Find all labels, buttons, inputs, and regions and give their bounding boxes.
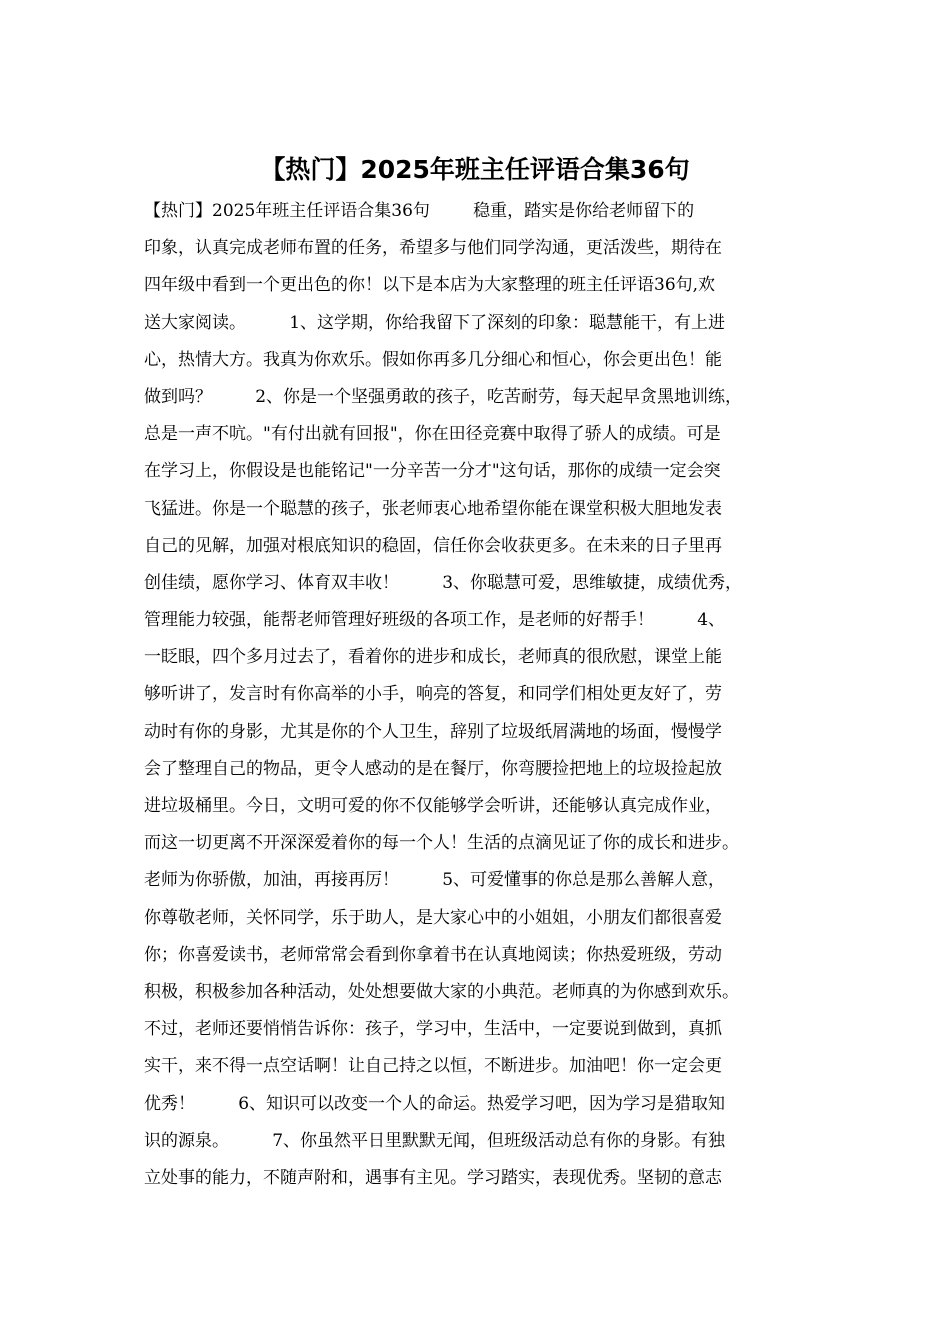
body-line: 实干，来不得一点空话啊！让自己持之以恒，不断进步。加油吧！你一定会更	[144, 1056, 722, 1077]
body-line: 一眨眼，四个多月过去了，看着你的进步和成长，老师真的很欣慰，课堂上能	[144, 647, 722, 668]
body-line: 不过，老师还要悄悄告诉你：孩子，学习中，生活中，一定要说到做到，真抓	[144, 1019, 722, 1040]
body-line: 会了整理自己的物品，更令人感动的是在餐厅，你弯腰捡把地上的垃圾捡起放	[144, 758, 722, 779]
document-body	[144, 193, 824, 1197]
body-line: 【热门】2025年班主任评语合集36句 稳重，踏实是你给老师留下的	[144, 201, 695, 221]
body-line: 心，热情大方。我真为你欢乐。假如你再多几分细心和恒心，你会更出色！能	[144, 349, 722, 370]
document-title: 【热门】2025年班主任评语合集36句	[260, 155, 690, 184]
body-line: 飞猛进。你是一个聪慧的孩子，张老师衷心地希望你能在课堂积极大胆地发表	[144, 498, 722, 519]
body-line: 你；你喜爱读书，老师常常会看到你拿着书在认真地阅读；你热爱班级，劳动	[144, 944, 722, 965]
body-line: 做到吗？ 2、你是一个坚强勇敢的孩子，吃苦耐劳，每天起早贪黑地训练，	[144, 386, 743, 407]
body-line: 总是一声不吭。"有付出就有回报"，你在田径竞赛中取得了骄人的成绩。可是	[144, 424, 721, 445]
body-line: 管理能力较强，能帮老师管理好班级的各项工作，是老师的好帮手！ 4、	[144, 610, 726, 631]
body-line: 你尊敬老师，关怀同学，乐于助人，是大家心中的小姐姐，小朋友们都很喜爱	[144, 907, 722, 928]
body-line: 创佳绩，愿你学习、体育双丰收！ 3、你聪慧可爱，思维敏捷，成绩优秀，	[144, 572, 743, 593]
body-line: 识的源泉。 7、你虽然平日里默默无闻，但班级活动总有你的身影。有独	[144, 1130, 726, 1151]
body-line: 四年级中看到一个更出色的你！以下是本店为大家整理的班主任评语36句,欢	[144, 275, 716, 296]
body-line: 印象，认真完成老师布置的任务，希望多与他们同学沟通，更活泼些，期待在	[144, 238, 722, 259]
body-line: 老师为你骄傲，加油，再接再厉！ 5、可爱懂事的你总是那么善解人意，	[144, 870, 726, 891]
body-line: 够听讲了，发言时有你高举的小手，响亮的答复，和同学们相处更友好了，劳	[144, 684, 722, 705]
body-line: 而这一切更离不开深深爱着你的每一个人！生活的点滴见证了你的成长和进步。	[144, 833, 739, 854]
body-line: 积极，积极参加各种活动，处处想要做大家的小典范。老师真的为你感到欢乐。	[144, 981, 739, 1002]
body-line: 在学习上，你假设是也能铭记"一分辛苦一分才"这句话，那你的成绩一定会突	[144, 461, 721, 482]
body-line: 动时有你的身影，尤其是你的个人卫生，辞别了垃圾纸屑满地的场面，慢慢学	[144, 721, 722, 742]
body-line: 优秀！ 6、知识可以改变一个人的命运。热爱学习吧，因为学习是猎取知	[144, 1093, 726, 1114]
body-line: 送大家阅读。 1、这学期，你给我留下了深刻的印象：聪慧能干，有上进	[144, 312, 726, 333]
body-line: 自己的见解，加强对根底知识的稳固，信任你会收获更多。在未来的日子里再	[144, 535, 722, 556]
body-line: 进垃圾桶里。今日，文明可爱的你不仅能够学会听讲，还能够认真完成作业，	[144, 796, 722, 816]
body-line: 立处事的能力，不随声附和，遇事有主见。学习踏实，表现优秀。坚韧的意志	[144, 1167, 722, 1188]
